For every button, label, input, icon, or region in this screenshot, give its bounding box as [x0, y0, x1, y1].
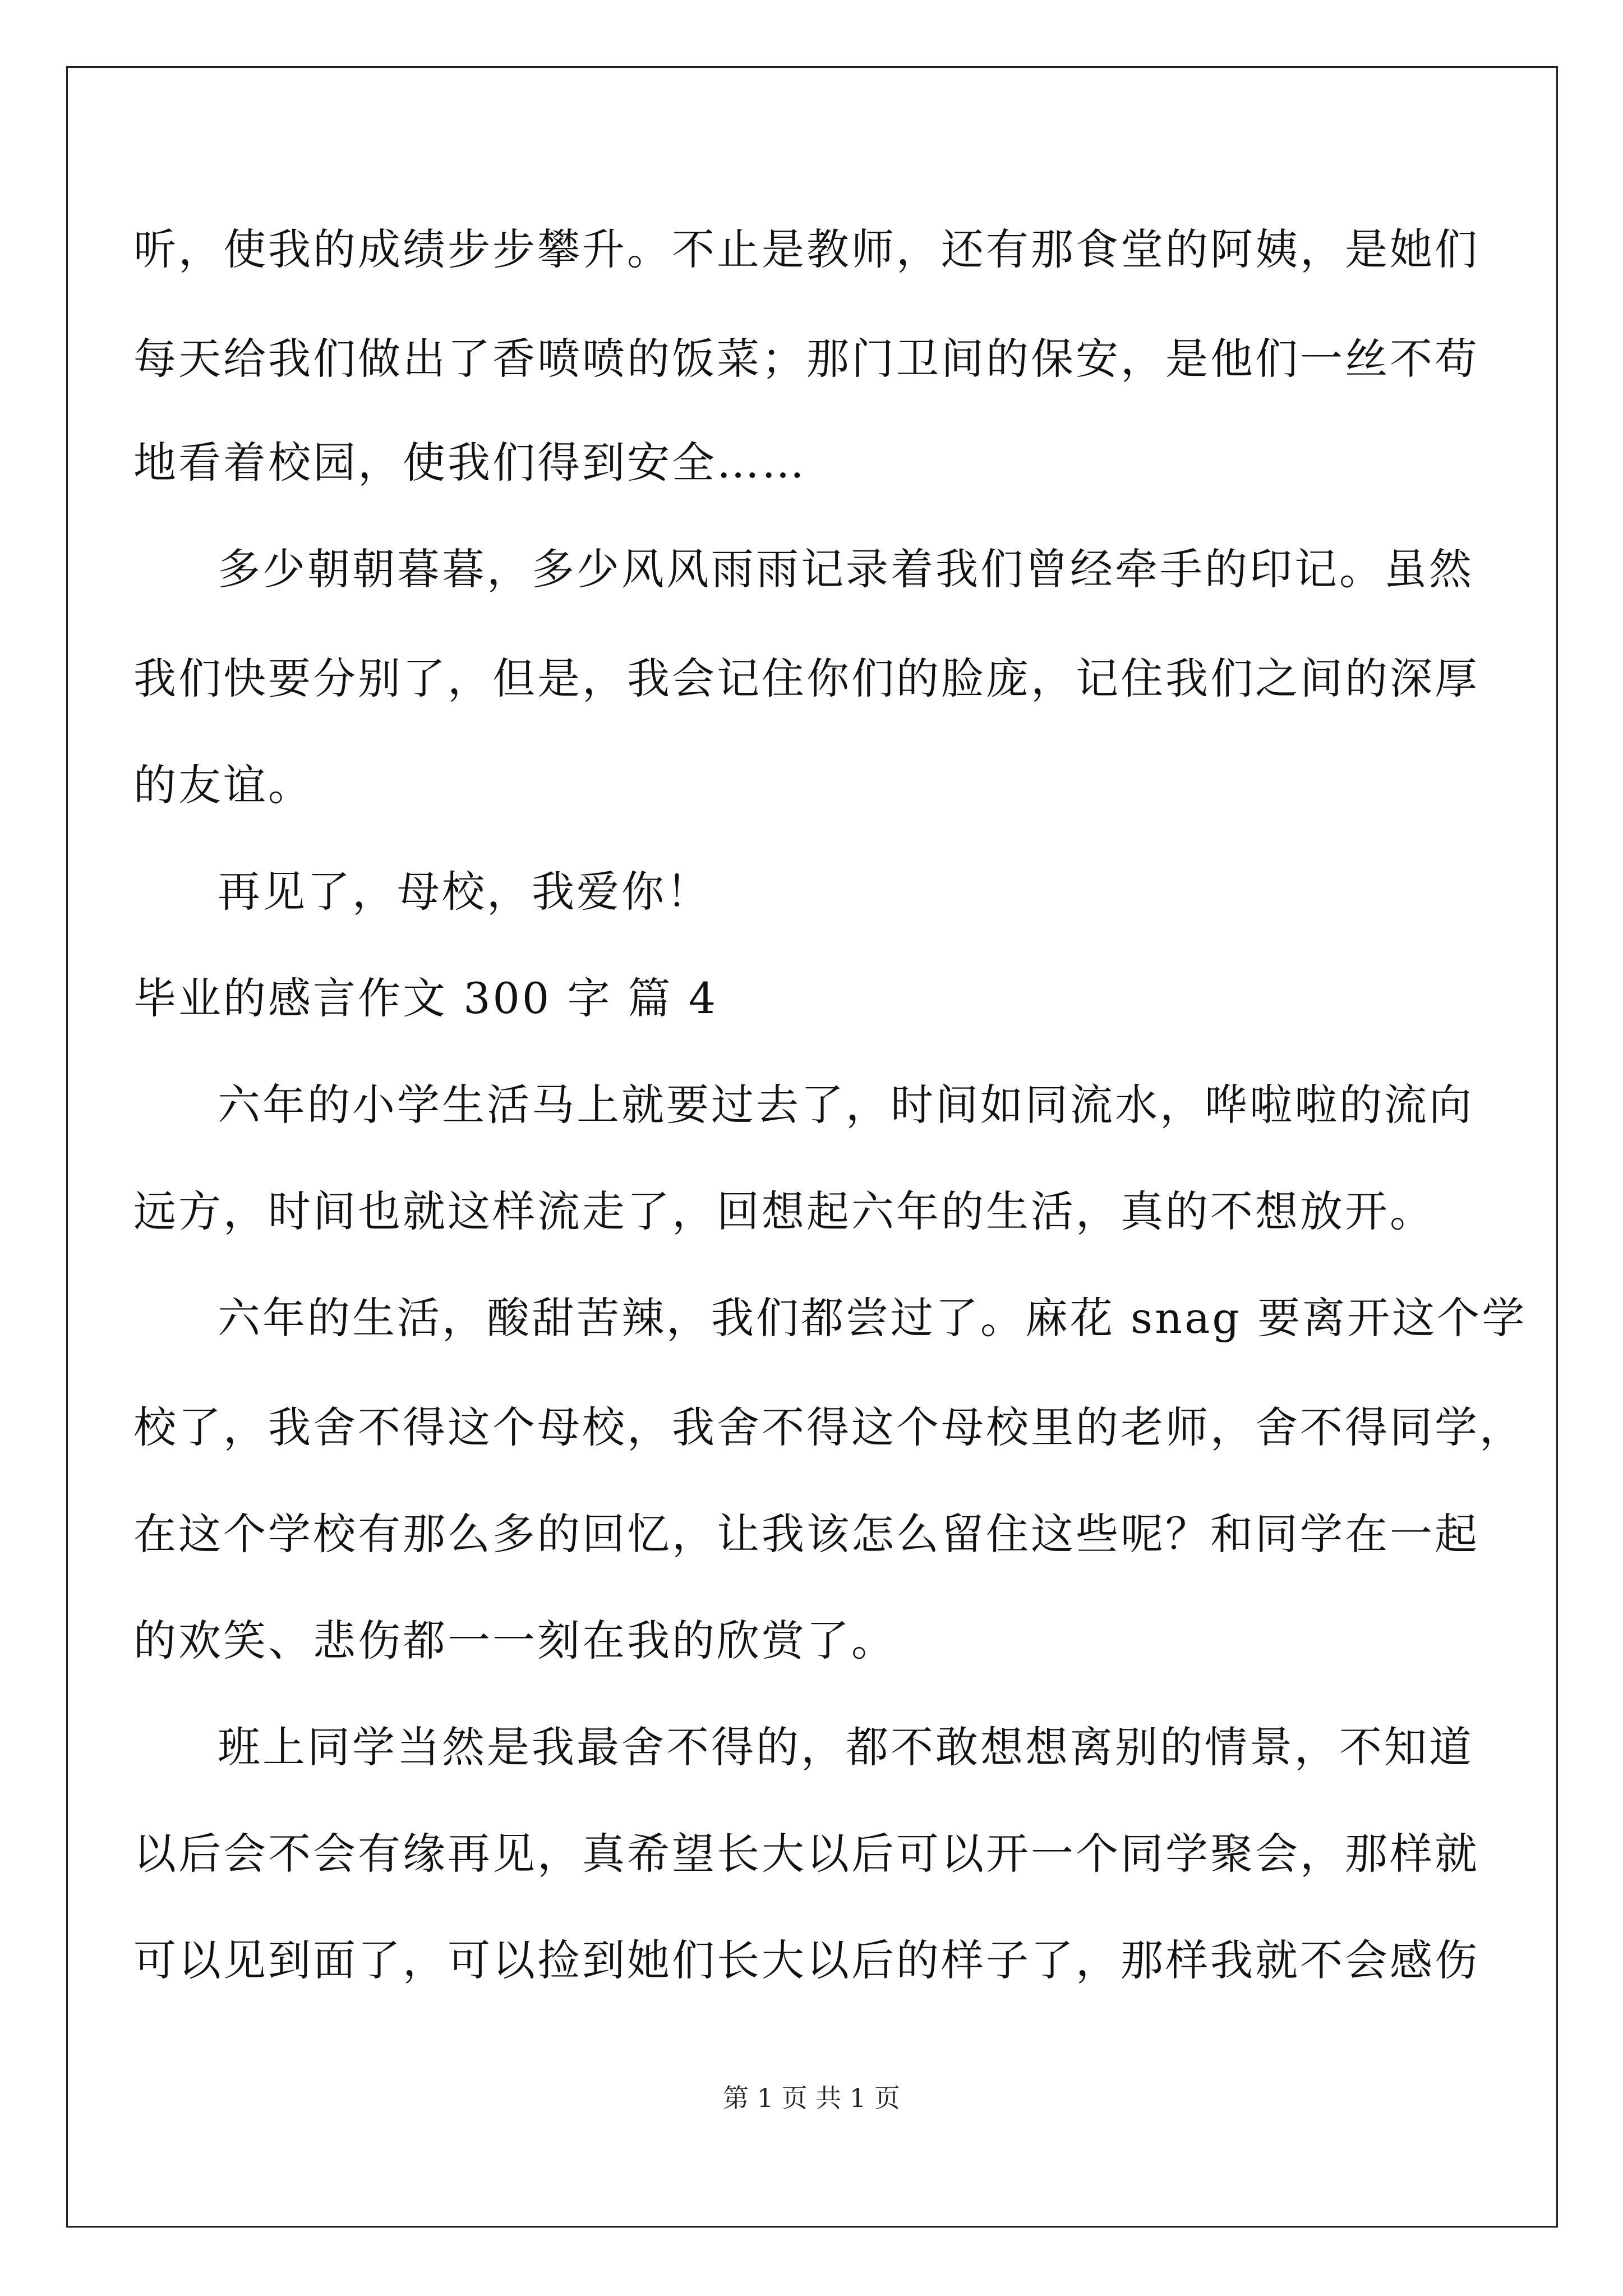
paragraph-first-line: 六年的生活，酸甜苦辣，我们都尝过了。麻花 snag 要离开这个学 — [218, 1293, 1527, 1343]
text-line: 可以见到面了，可以捡到她们长大以后的样子了，那样我就不会感伤 — [133, 1935, 1479, 1985]
section-heading: 毕业的感言作文 300 字 篇 4 — [133, 973, 718, 1023]
paragraph-first-line: 多少朝朝暮暮，多少风风雨雨记录着我们曾经牵手的印记。虽然 — [218, 544, 1474, 594]
text-line: 听，使我的成绩步步攀升。不止是教师，还有那食堂的阿姨，是她们 — [133, 224, 1479, 274]
text-line: 地看着校园，使我们得到安全…… — [133, 438, 806, 487]
text-line: 每天给我们做出了香喷喷的饭菜；那门卫间的保安，是他们一丝不苟 — [133, 334, 1479, 384]
paragraph-first-line: 六年的小学生活马上就要过去了，时间如同流水，哗啦啦的流向 — [218, 1080, 1474, 1130]
text-line: 我们快要分别了，但是，我会记住你们的脸庞，记住我们之间的深厚 — [133, 654, 1479, 703]
text-line: 远方，时间也就这样流走了，回想起六年的生活，真的不想放开。 — [133, 1186, 1435, 1236]
paragraph-first-line: 再见了，母校，我爱你！ — [218, 867, 711, 917]
paragraph-first-line: 班上同学当然是我最舍不得的，都不敢想想离别的情景，不知道 — [218, 1722, 1474, 1772]
page-footer: 第 1 页 共 1 页 — [723, 2083, 900, 2113]
text-line: 的欢笑、悲伤都一一刻在我的欣赏了。 — [133, 1616, 896, 1665]
page-border — [66, 66, 1558, 2228]
text-line: 在这个学校有那么多的回忆，让我该怎么留住这些呢？和同学在一起 — [133, 1509, 1479, 1559]
text-line: 的友谊。 — [133, 760, 313, 810]
text-line: 以后会不会有缘再见，真希望长大以后可以开一个同学聚会，那样就 — [133, 1829, 1479, 1879]
text-line: 校了，我舍不得这个母校，我舍不得这个母校里的老师，舍不得同学， — [133, 1402, 1524, 1452]
